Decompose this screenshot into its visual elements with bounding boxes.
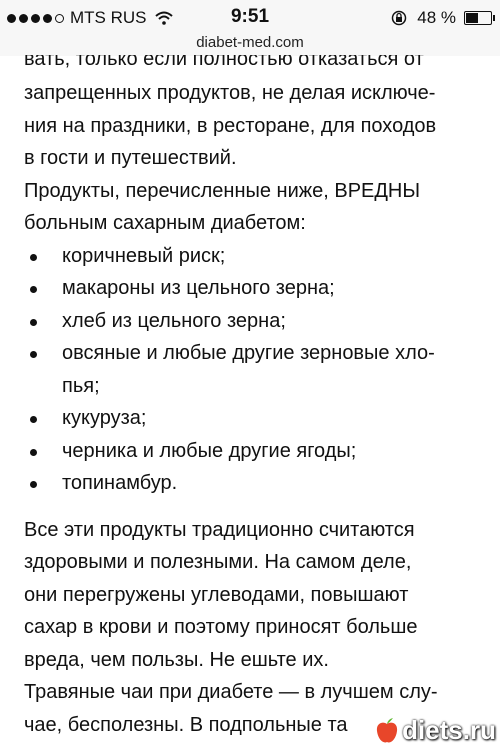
apple-logo-icon [374, 717, 400, 745]
battery-area [391, 8, 492, 28]
status-bar [0, 0, 500, 34]
bullet-icon [30, 254, 37, 261]
paragraph-line: чае, бесполезны. В подпольные та [24, 713, 348, 736]
site-watermark [374, 715, 496, 746]
paragraph-line: в гости и путешествий. [24, 147, 237, 169]
list-item: овсяные и любые другие зерновые хло- пья; [24, 337, 489, 402]
bullet-icon [30, 351, 37, 358]
rotation-lock-icon [391, 10, 407, 26]
harmful-products-list [24, 240, 489, 500]
clipped-text-line: вать, только если полностью отказаться от [24, 55, 424, 70]
bullet-icon [30, 319, 37, 326]
clock: 9:51 [230, 6, 270, 27]
watermark-text: diets.ru [402, 715, 496, 745]
paragraph-line: ния на праздники, в ресторане, для походов [24, 114, 437, 137]
bullet-icon [30, 416, 37, 423]
battery-icon [464, 11, 492, 25]
paragraph-line: они перегружены углеводами, повышают [24, 583, 409, 606]
address-bar[interactable]: diabet-med.com [0, 34, 500, 56]
list-item: макароны из цельного зерна; [24, 272, 489, 305]
carrier-name: MTS RUS [70, 8, 147, 27]
bullet-icon [30, 286, 37, 293]
paragraph-line: вреда, чем пользы. Не ешьте их. [24, 648, 329, 671]
list-item: черника и любые другие ягоды; [24, 435, 489, 468]
paragraph-line: запрещенных продуктов, не делая исключе- [24, 82, 436, 104]
battery-percent: 48 % [417, 8, 456, 27]
paragraph-line: сахар в крови и поэтому приносят больше [24, 616, 418, 638]
bullet-icon [30, 449, 37, 456]
paragraph-line: Продукты, перечисленные ниже, ВРЕДНЫ [24, 179, 421, 202]
bullet-icon [30, 481, 37, 488]
paragraph-line: здоровыми и полезными. На самом деле, [24, 551, 412, 573]
list-item: топинамбур. [24, 467, 489, 500]
paragraph-line: Травяные чаи при диабете — в лучшем слу- [24, 681, 438, 703]
paragraph-line: Все эти продукты традиционно считаются [24, 518, 415, 541]
list-item: коричневый риск; [24, 240, 489, 273]
article-content [24, 55, 489, 741]
list-item: кукуруза; [24, 402, 489, 435]
paragraph-line: больным сахарным диабетом: [24, 212, 306, 234]
list-item: хлеб из цельного зерна; [24, 305, 489, 338]
